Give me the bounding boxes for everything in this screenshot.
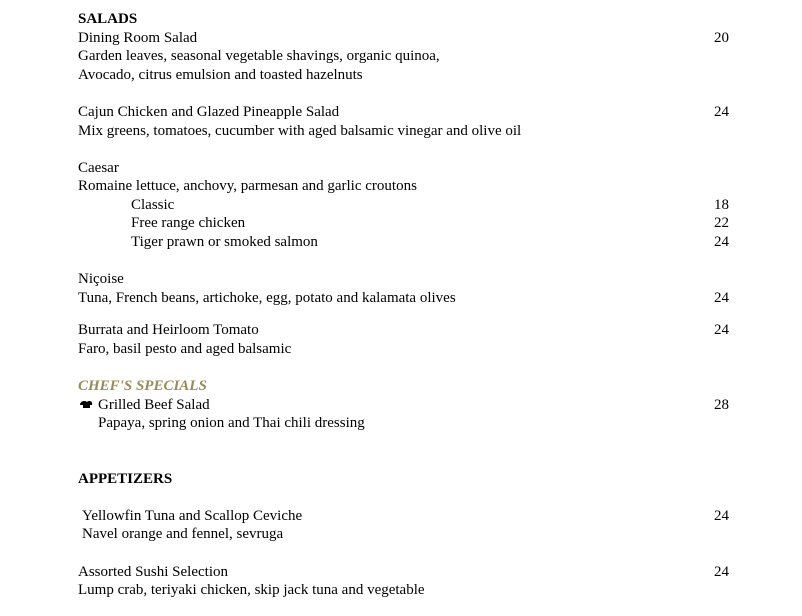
caesar-option-label: Classic [131, 197, 175, 213]
section-heading-appetizers: APPETIZERS [78, 471, 173, 487]
menu-item-price-dining-room-salad: 20 [714, 30, 729, 46]
caesar-option-label: Tiger prawn or smoked salmon [131, 234, 318, 250]
menu-item-desc-grilled-beef-salad: Papaya, spring onion and Thai chili dressing [98, 415, 365, 431]
section-heading-salads: SALADS [78, 11, 138, 27]
menu-item-price-grilled-beef-salad: 28 [714, 397, 729, 413]
caesar-option-price: 18 [714, 197, 729, 213]
section-heading-chefs-specials: CHEF'S SPECIALS [78, 378, 207, 394]
menu-item-name-burrata: Burrata and Heirloom Tomato [78, 322, 259, 338]
caesar-option-price: 24 [714, 234, 729, 250]
menu-item-price-ceviche: 24 [714, 508, 729, 524]
menu-item-desc-cajun-chicken: Mix greens, tomatoes, cucumber with aged balsamic vinegar and olive oil [78, 123, 522, 139]
menu-item-name-cajun-chicken: Cajun Chicken and Glazed Pineapple Salad [78, 104, 340, 120]
menu-item-price-cajun-chicken: 24 [714, 104, 729, 120]
menu-item-desc-nicoise: Tuna, French beans, artichoke, egg, potato and kalamata olives [78, 290, 456, 306]
caesar-option-price: 22 [714, 215, 729, 231]
menu-item-desc-sushi: Lump crab, teriyaki chicken, skip jack tuna and vegetable [78, 582, 425, 598]
menu-item-name-dining-room-salad: Dining Room Salad [78, 30, 198, 46]
menu-item-name-ceviche: Yellowfin Tuna and Scallop Ceviche [82, 508, 303, 524]
menu-item-desc-caesar: Romaine lettuce, anchovy, parmesan and garlic croutons [78, 178, 417, 194]
menu-item-desc-burrata: Faro, basil pesto and aged balsamic [78, 341, 292, 357]
menu-item-name-grilled-beef-salad: Grilled Beef Salad [98, 397, 210, 413]
menu-item-name-nicoise: Niçoise [78, 271, 124, 287]
menu-item-desc-dining-room-salad-1: Garden leaves, seasonal vegetable shavings, organic quinoa, [78, 48, 440, 64]
menu-item-price-nicoise: 24 [714, 290, 729, 306]
menu-item-price-sushi: 24 [714, 564, 729, 580]
menu-item-desc-ceviche: Navel orange and fennel, sevruga [82, 526, 284, 542]
menu-item-price-burrata: 24 [714, 322, 729, 338]
chef-hat-icon [79, 400, 93, 409]
menu-item-name-caesar: Caesar [78, 160, 119, 176]
menu-item-name-sushi: Assorted Sushi Selection [78, 564, 228, 580]
menu-item-desc-dining-room-salad-2: Avocado, citrus emulsion and toasted hazelnuts [78, 67, 363, 83]
caesar-option-label: Free range chicken [131, 215, 246, 231]
